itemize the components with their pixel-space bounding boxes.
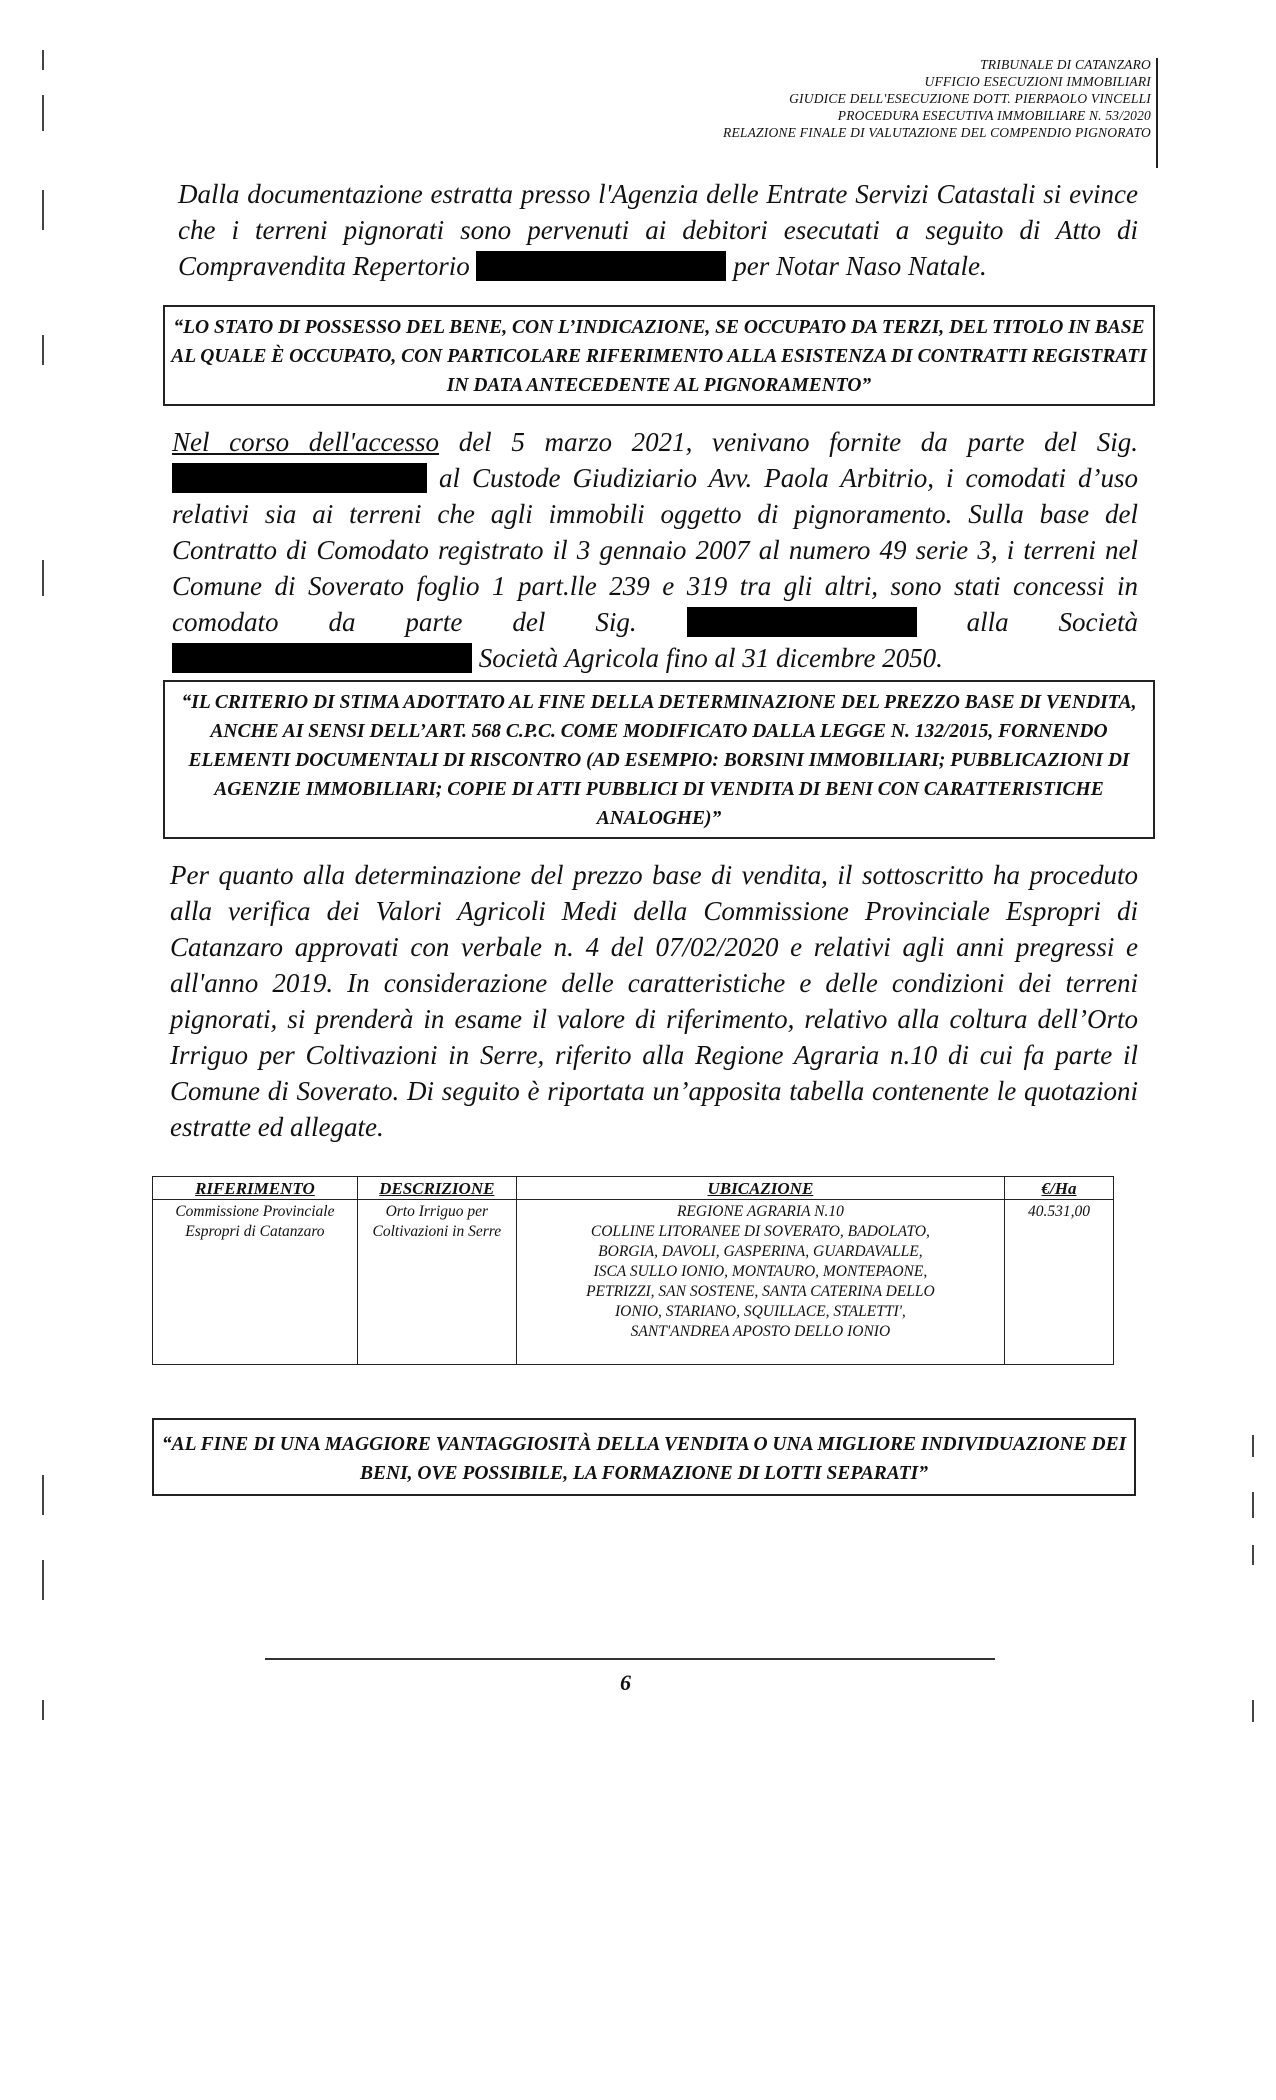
ubicazione-line: BORGIA, DAVOLI, GASPERINA, GUARDAVALLE, <box>598 1243 923 1260</box>
page-header <box>723 56 1151 141</box>
cell-ubicazione <box>516 1200 1004 1365</box>
quotation-table <box>152 1176 1114 1365</box>
scan-artifact <box>1252 1492 1254 1518</box>
scan-artifact <box>42 335 44 365</box>
header-line: TRIBUNALE DI CATANZARO <box>980 57 1151 72</box>
ubicazione-line: IONIO, STARIANO, SQUILLACE, STALETTI', <box>615 1303 906 1320</box>
ubicazione-line: COLLINE LITORANEE DI SOVERATO, BADOLATO, <box>590 1223 930 1240</box>
scan-artifact <box>1252 1435 1254 1457</box>
section-heading-box-lotti: “AL FINE DI UNA MAGGIORE VANTAGGIOSITÀ DELLA VENDITA O UNA MIGLIORE INDIVIDUAZIONE DEI BENI, OVE POSSIBILE, LA FORMAZIONE DI LOTTI SEPARATI” <box>152 1418 1136 1496</box>
cell-valore: 40.531,00 <box>1005 1200 1114 1365</box>
column-header: RIFERIMENTO <box>153 1177 358 1200</box>
scan-artifact <box>42 95 44 131</box>
table-row <box>153 1200 1114 1365</box>
scan-artifact <box>42 1560 44 1600</box>
scan-artifact <box>42 1475 44 1515</box>
scan-artifact <box>1252 1700 1254 1722</box>
paragraph-text: Società Agricola fino al 31 dicembre 2050. <box>478 643 943 673</box>
paragraph-possesso <box>172 424 1138 676</box>
redaction-block <box>687 607 917 637</box>
scan-artifact <box>42 50 44 70</box>
paragraph-text: alla Società <box>966 607 1139 637</box>
scan-artifact <box>42 190 44 230</box>
page-number: 6 <box>620 1670 631 1695</box>
scan-artifact <box>42 560 44 596</box>
redaction-block <box>476 251 726 281</box>
scan-artifact <box>42 1700 44 1720</box>
redaction-block <box>172 643 472 673</box>
table-header-row <box>153 1177 1114 1200</box>
paragraph-text: al Custode Giudiziario Avv. Paola Arbitrio, i comodati d’uso relativi sia ai terreni che agli immobili oggetto di pignoramento. Sulla base del Contratto di Comodato registrato il 3 gennaio 2007 al numero 49 serie 3, i terreni nel Comune di Soverato foglio 1 part.lle 239 e 319 tra gli altri, sono stati concessi in comodato da parte del Sig. <box>172 463 1138 637</box>
header-line: RELAZIONE FINALE DI VALUTAZIONE DEL COMPENDIO PIGNORATO <box>723 125 1151 140</box>
ubicazione-line: ISCA SULLO IONIO, MONTAURO, MONTEPAONE, <box>593 1263 928 1280</box>
paragraph-text: Nel corso dell'accesso <box>172 427 440 457</box>
cell-descrizione: Orto Irriguo per Coltivazioni in Serre <box>357 1200 516 1365</box>
redaction-block <box>172 463 427 493</box>
column-header: DESCRIZIONE <box>357 1177 516 1200</box>
paragraph-stima: Per quanto alla determinazione del prezzo base di vendita, il sottoscritto ha proceduto alla verifica dei Valori Agricoli Medi della Commissione Provinciale Espropri di Catanzaro approvati con verbale n. 4 del 07/02/2020 e relativi agli anni pregressi e all'anno 2019. In considerazione delle caratteristiche e delle condizioni dei terreni pignorati, si prenderà in esame il valore di riferimento, relativo alla coltura dell’Orto Irriguo per Coltivazioni in Serre, riferito alla Regione Agraria n.10 di cui fa parte il Comune di Soverato. Di seguito è riportata un’apposita tabella contenente le quotazioni estratte ed allegate. <box>170 860 1138 1142</box>
header-line: UFFICIO ESECUZIONI IMMOBILIARI <box>924 74 1151 89</box>
paragraph-text: per Notar Naso Natale. <box>733 251 987 281</box>
ubicazione-line: PETRIZZI, SAN SOSTENE, SANTA CATERINA DELLO <box>586 1283 935 1300</box>
paragraph-text: del 5 marzo 2021, venivano fornite da parte del Sig. <box>458 427 1138 457</box>
footer-rule <box>265 1658 995 1660</box>
ubicazione-line: SANT'ANDREA APOSTO DELLO IONIO <box>630 1323 891 1340</box>
column-header: €/Ha <box>1005 1177 1114 1200</box>
column-header: UBICAZIONE <box>516 1177 1004 1200</box>
header-side-rule <box>1156 58 1158 168</box>
header-line: PROCEDURA ESECUTIVA IMMOBILIARE N. 53/2020 <box>837 108 1151 123</box>
cell-riferimento: Commissione Provinciale Espropri di Catanzaro <box>153 1200 358 1365</box>
scan-artifact <box>1252 1545 1254 1565</box>
section-heading-box-criterio: “IL CRITERIO DI STIMA ADOTTATO AL FINE DELLA DETERMINAZIONE DEL PREZZO BASE DI VENDITA, ANCHE AI SENSI DELL’ART. 568 C.P.C. COME MODIFICATO DALLA LEGGE N. 132/2015, FORNENDO ELEMENTI DOCUMENTALI DI RISCONTRO (AD ESEMPIO: BORSINI IMMOBILIARI; PUBBLICAZIONI DI AGENZIE IMMOBILIARI; COPIE DI ATTI PUBBLICI DI VENDITA DI BENI CON CARATTERISTICHE ANALOGHE)” <box>163 680 1155 839</box>
paragraph-provenance <box>178 176 1138 284</box>
paragraph-text: Dalla documentazione estratta presso l'Agenzia delle Entrate Servizi Catastali si evince che i terreni pignorati sono pervenuti ai debitori esecutati a seguito di Atto di Compravendita Repertorio <box>178 179 1138 281</box>
ubicazione-line: REGIONE AGRARIA N.10 <box>676 1203 844 1220</box>
header-line: GIUDICE DELL'ESECUZIONE DOTT. PIERPAOLO VINCELLI <box>789 91 1151 106</box>
section-heading-box-possesso: “LO STATO DI POSSESSO DEL BENE, CON L’INDICAZIONE, SE OCCUPATO DA TERZI, DEL TITOLO IN BASE AL QUALE È OCCUPATO, CON PARTICOLARE RIFERIMENTO ALLA ESISTENZA DI CONTRATTI REGISTRATI IN DATA ANTECEDENTE AL PIGNORAMENTO” <box>163 305 1155 406</box>
